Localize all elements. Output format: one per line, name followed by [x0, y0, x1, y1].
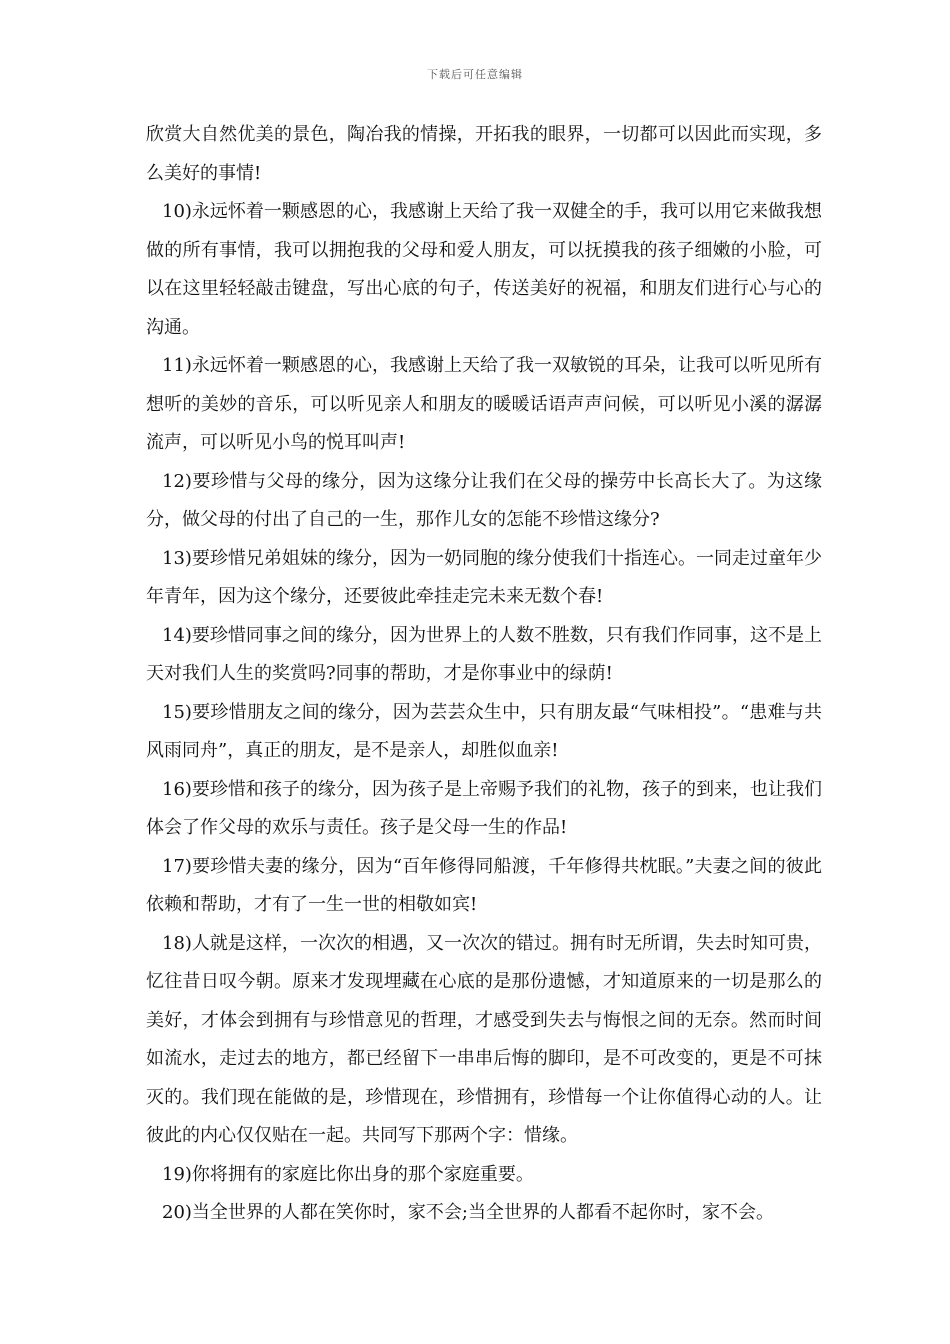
paragraph-item-11: 11)永远怀着一颗感恩的心，我感谢上天给了我一双敏锐的耳朵，让我可以听见所有想听的美妙的音乐，可以听见亲人和朋友的暖暖话语声声问候，可以听见小溪的潺潺流声，可以听见小鸟的悦耳叫声! [146, 355, 822, 453]
document-body [146, 116, 822, 1233]
paragraph-item-18: 18)人就是这样，一次次的相遇，又一次次的错过。拥有时无所谓，失去时知可贵，忆往昔日叹今朝。原来才发现埋藏在心底的是那份遗憾，才知道原来的一切是那么的美好，才体会到拥有与珍惜意见的哲理，才感受到失去与悔恨之间的无奈。然而时间如流水，走过去的地方，都已经留下一串串后悔的脚印，是不可改变的，更是不可抹灭的。我们现在能做的是，珍惜现在，珍惜拥有，珍惜每一个让你值得心动的人。让彼此的内心仅仅贴在一起。共同写下那两个字：惜缘。 [146, 932, 822, 1146]
paragraph-item-16: 16)要珍惜和孩子的缘分，因为孩子是上帝赐予我们的礼物，孩子的到来，也让我们体会了作父母的欢乐与责任。孩子是父母一生的作品! [146, 778, 822, 838]
paragraph-item-19: 19)你将拥有的家庭比你出身的那个家庭重要。 [162, 1163, 534, 1185]
paragraph-item-17: 17)要珍惜夫妻的缘分，因为“百年修得同船渡，千年修得共枕眠。”夫妻之间的彼此依赖和帮助，才有了一生一世的相敬如宾! [146, 855, 822, 915]
paragraph-item-15: 15)要珍惜朋友之间的缘分，因为芸芸众生中，只有朋友最“气味相投”。“患难与共风雨同舟”，真正的朋友，是不是亲人，却胜似血亲! [146, 701, 822, 761]
paragraph-item-20: 20)当全世界的人都在笑你时，家不会;当全世界的人都看不起你时，家不会。 [162, 1202, 774, 1223]
paragraph-1: 欣赏大自然优美的景色，陶冶我的情操，开拓我的眼界，一切都可以因此而实现，多么美好的事情! [146, 124, 822, 184]
paragraph-item-10: 10)永远怀着一颗感恩的心，我感谢上天给了我一双健全的手，我可以用它来做我想做的所有事情，我可以拥抱我的父母和爱人朋友，可以抚摸我的孩子细嫩的小脸，可以在这里轻轻敲击键盘，写出心底的句子，传送美好的祝福，和朋友们进行心与心的沟通。 [146, 201, 822, 338]
page-header: 下载后可任意编辑 [427, 68, 523, 81]
paragraph-item-13: 13)要珍惜兄弟姐妹的缘分，因为一奶同胞的缘分使我们十指连心。一同走过童年少年青年，因为这个缘分，还要彼此牵挂走完未来无数个春! [146, 547, 822, 607]
paragraph-item-14: 14)要珍惜同事之间的缘分，因为世界上的人数不胜数，只有我们作同事，这不是上天对我们人生的奖赏吗?同事的帮助，才是你事业中的绿荫! [146, 624, 822, 684]
paragraph-item-12: 12)要珍惜与父母的缘分，因为这缘分让我们在父母的操劳中长高长大了。为这缘分，做父母的付出了自己的一生，那作儿女的怎能不珍惜这缘分? [146, 470, 822, 530]
